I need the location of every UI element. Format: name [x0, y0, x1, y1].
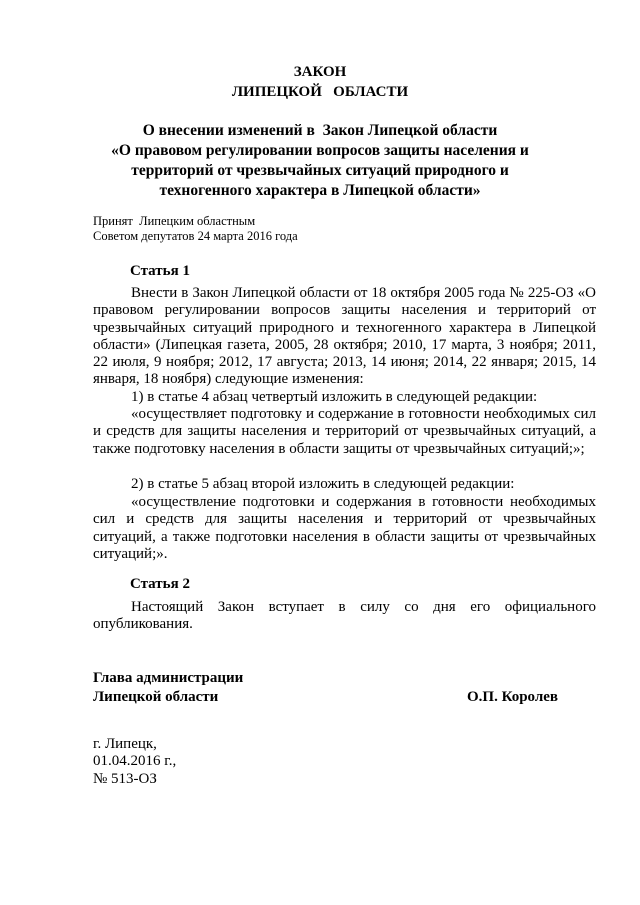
law-title — [0, 62, 640, 102]
adoption-note-line-2: Советом депутатов 24 марта 2016 года — [93, 229, 298, 243]
article-2-text: Настоящий Закон вступает в силу со дня его официального опубликования. — [93, 599, 596, 633]
article-1-heading: Статья 1 — [130, 263, 190, 279]
article-1-item-2-text: «осуществление подготовки и содержания в готовности необходимых сил и средств для защиты населения и территорий от чрезвычайных ситуаций, а также подготовки населения в области защиты от чрезвычайных ситуаций;». — [93, 494, 596, 562]
law-subtitle-line-2: «О правовом регулировании вопросов защиты населения и — [111, 142, 529, 159]
law-subtitle-line-3: территорий от чрезвычайных ситуаций природного и — [131, 162, 509, 179]
law-title-line-2: ЛИПЕЦКОЙ ОБЛАСТИ — [231, 84, 409, 100]
signatory-name: О.П. Королев — [467, 689, 559, 705]
issue-number: № 513-ОЗ — [93, 770, 157, 787]
article-1-intro: Внести в Закон Липецкой области от 18 октября 2005 года № 225-ОЗ «О правовом регулировании вопросов защиты населения и территорий от чрезвычайных ситуаций природного и техногенного характера в Липецкой области» (Липецкая газета, 2005, 28 октября; 2010, 17 марта, 3 ноября; 2011, 22 июля, 9 ноября; 2012, 17 августа; 2013, 14 июня; 2014, 22 января; 2015, 14 января, 18 ноября) следующие изменения: — [93, 285, 596, 388]
adoption-note-line-1: Принят Липецким областным — [93, 214, 256, 228]
issue-city: г. Липецк, — [93, 736, 157, 752]
article-1-item-1-text: «осуществляет подготовку и содержание в готовности необходимых сил и средств для защиты населения и территорий от чрезвычайных ситуаций, а также подготовку населения в области защиты от чрезвычайных ситуаций;»; — [93, 406, 596, 457]
issue-details — [93, 736, 176, 788]
signatory-title-line-2: Липецкой области — [93, 689, 219, 705]
issue-date: 01.04.2016 г., — [93, 753, 177, 770]
adoption-note — [93, 214, 298, 244]
article-1-item-1: 1) в статье 4 абзац четвертый изложить в следующей редакции: — [131, 389, 538, 405]
article-1-item-2: 2) в статье 5 абзац второй изложить в следующей редакции: — [131, 476, 515, 492]
signatory-title — [93, 669, 243, 707]
law-subtitle — [0, 121, 640, 201]
law-subtitle-line-4: техногенного характера в Липецкой области» — [159, 182, 481, 199]
law-subtitle-line-1: О внесении изменений в Закон Липецкой области — [142, 122, 498, 139]
law-title-line-1: ЗАКОН — [293, 64, 347, 80]
article-2-heading: Статья 2 — [130, 576, 190, 592]
signatory-title-line-1: Глава администрации — [93, 670, 244, 686]
